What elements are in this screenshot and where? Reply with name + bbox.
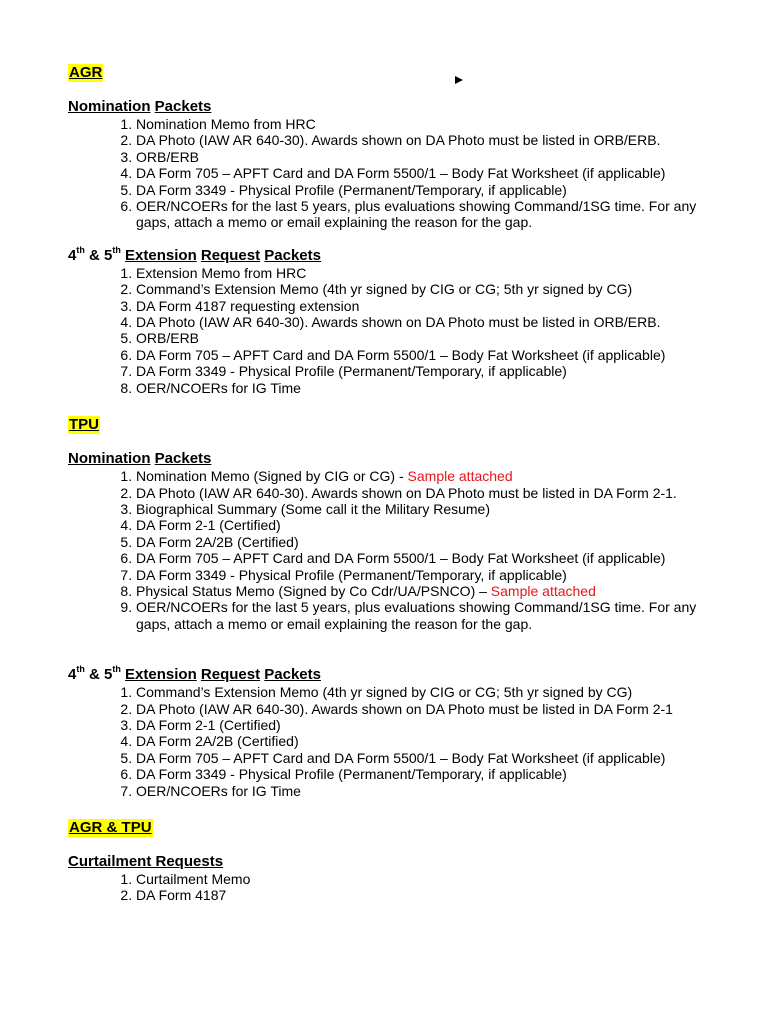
list-item: 1. Curtailment Memo (136, 871, 708, 887)
list-item: 5. DA Form 3349 - Physical Profile (Permanent/Temporary, if applicable) (136, 182, 708, 198)
list-item: 1. Nomination Memo (Signed by CIG or CG) - Sample attached (136, 468, 708, 484)
tpu-label: TPU (69, 416, 99, 434)
list-item: 6. OER/NCOERs for the last 5 years, plus evaluations showing Command/1SG time. For any gaps, attach a memo or email explaining the reason for the gap. (136, 198, 708, 231)
section-heading-agr (68, 64, 708, 84)
list-item: 3. DA Form 2-1 (Certified) (136, 717, 708, 733)
curtailment-list (68, 871, 708, 904)
agr-label: AGR (69, 64, 103, 81)
tpu-extension-list (68, 684, 708, 799)
list-item: 5. DA Form 705 – APFT Card and DA Form 5500/1 – Body Fat Worksheet (if applicable) (136, 750, 708, 766)
document-page (68, 64, 708, 904)
list-item: 2. Command’s Extension Memo (4th yr signed by CIG or CG; 5th yr signed by CG) (136, 281, 708, 297)
section-heading-agr-tpu (68, 819, 708, 839)
list-item: 4. DA Form 2-1 (Certified) (136, 517, 708, 533)
curtailment-heading: Curtailment Requests (68, 853, 224, 870)
tpu-nomination-list (68, 468, 708, 632)
list-item: 6. DA Form 3349 - Physical Profile (Permanent/Temporary, if applicable) (136, 766, 708, 782)
sample-attached-note: Sample attached (490, 582, 596, 599)
list-item: 3. DA Form 4187 requesting extension (136, 298, 708, 314)
list-item: 7. DA Form 3349 - Physical Profile (Permanent/Temporary, if applicable) (136, 567, 708, 583)
list-item: 2. DA Photo (IAW AR 640-30). Awards shown on DA Photo must be listed in ORB/ERB. (136, 132, 708, 148)
list-item: 8. Physical Status Memo (Signed by Co Cdr/UA/PSNCO) – Sample attached (136, 583, 708, 599)
list-item: 6. DA Form 705 – APFT Card and DA Form 5500/1 – Body Fat Worksheet (if applicable) (136, 347, 708, 363)
agr-nomination-heading: Nomination Packets (68, 98, 212, 115)
section-heading-tpu (68, 416, 708, 436)
list-item: 1. Nomination Memo from HRC (136, 116, 708, 132)
agr-extension-heading: 4th & 5th Extension Request Packets (68, 244, 321, 264)
sample-attached-note: Sample attached (407, 468, 513, 485)
list-item: 1. Extension Memo from HRC (136, 265, 708, 281)
tpu-nomination-heading: Nomination Packets (68, 450, 212, 468)
list-item: 8. OER/NCOERs for IG Time (136, 380, 708, 396)
list-item: 3. ORB/ERB (136, 149, 708, 165)
agr-extension-list (68, 265, 708, 396)
list-item: 2. DA Photo (IAW AR 640-30). Awards shown on DA Photo must be listed in DA Form 2-1 (136, 701, 708, 717)
list-item: 5. ORB/ERB (136, 330, 708, 346)
agr-tpu-label: AGR & TPU (69, 819, 152, 836)
list-item: 1. Command’s Extension Memo (4th yr signed by CIG or CG; 5th yr signed by CG) (136, 684, 708, 700)
list-item: 2. DA Form 4187 (136, 887, 708, 903)
list-item: 6. DA Form 705 – APFT Card and DA Form 5500/1 – Body Fat Worksheet (if applicable) (136, 550, 708, 566)
list-item: 3. Biographical Summary (Some call it the Military Resume) (136, 501, 708, 517)
list-item: 4. DA Photo (IAW AR 640-30). Awards shown on DA Photo must be listed in ORB/ERB. (136, 314, 708, 330)
list-item: 7. DA Form 3349 - Physical Profile (Permanent/Temporary, if applicable) (136, 363, 708, 379)
list-item: 4. DA Form 2A/2B (Certified) (136, 733, 708, 749)
agr-nomination-list (68, 116, 708, 231)
list-item: 9. OER/NCOERs for the last 5 years, plus evaluations showing Command/1SG time. For any gaps, attach a memo or email explaining the reason for the gap. (136, 599, 708, 632)
list-item: 7. OER/NCOERs for IG Time (136, 783, 708, 799)
tpu-extension-heading: 4th & 5th Extension Request Packets (68, 664, 321, 684)
list-item: 4. DA Form 705 – APFT Card and DA Form 5500/1 – Body Fat Worksheet (if applicable) (136, 165, 708, 181)
list-item: 5. DA Form 2A/2B (Certified) (136, 534, 708, 550)
list-item: 2. DA Photo (IAW AR 640-30). Awards shown on DA Photo must be listed in DA Form 2-1. (136, 485, 708, 501)
